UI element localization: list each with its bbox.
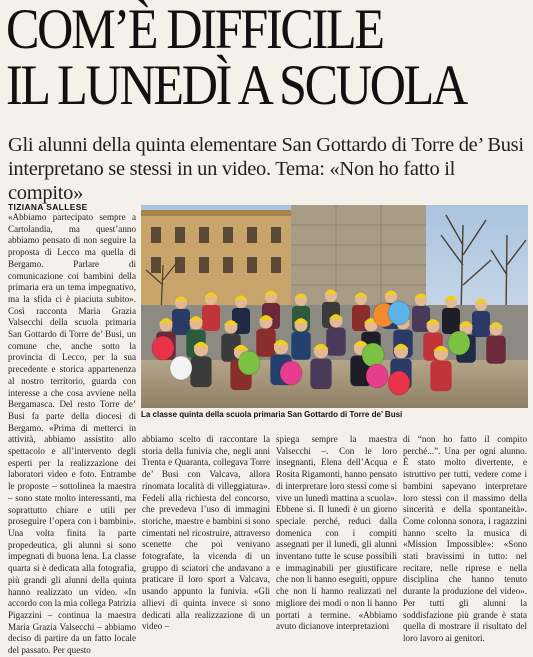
balloon	[238, 351, 260, 375]
body-column-2	[142, 434, 270, 632]
byline: TIZIANA SALLESE	[8, 202, 88, 212]
body-column-4	[403, 434, 527, 643]
body-text: «Abbiamo partecipato sempre a Cartolandia, ma quest’anno abbiamo pensato di non seguire la proposta di Lecco ma quella di Bergamo. Parlare di comunicazione coi bambini della primaria era un tema impegnativo, ma la sfida ci è piaciuta subito». Così racconta Maria Grazia Valsecchi della scuola primaria San Gottardo di Torre de’ Busi, un comune che, anche sotto la provincia di Lecco, per la sua precedente e storica appartenenza al nostro territorio, guarda con interesse a che cosa avviene nella Bergamasca. Del resto Torre de’ Busi fa parte della diocesi di Bergamo. «Prima di metterci in attività, abbiamo assistito allo spettacolo e all’intervento degli esperti per la realizzazione dei laboratori video e foto. Entrambe le proposte – sottolinea la maestra – sono state molto interessanti, ma soprattutto chiare e utili per proseguire l’opera con i bambini». Una volta finita la parte propedeutica, gli alunni si sono impegnati di buona lena. La classe quarta si è dedicata alla fotografia, più grandi gli alunni della quinta hanno realizzato un video. «In accordo con la mia collega Patrizia Pigazzini – continua la maestra Maria Grazia Valsecchi – abbiamo deciso di partire da un fatto locale del passato. Per questo	[8, 212, 136, 656]
balloon	[280, 361, 302, 385]
balloon	[362, 343, 384, 367]
balloon	[152, 336, 174, 360]
class-photo	[141, 205, 528, 408]
standfirst: Gli alunni della quinta elementare San Gottardo di Torre de’ Busi interpretano se stessi in un video. Tema: «Non ho fatto il compito»	[8, 134, 524, 204]
body-column-3	[276, 434, 397, 632]
photo-caption: La classe quinta della scuola primaria San Gottardo di Torre de’ Busi	[141, 410, 403, 419]
headline-line-1: COM’È DIFFICILE	[6, 0, 383, 61]
body-text: abbiamo scelto di raccontare la storia della funivia che, negli anni Trenta e Quaranta, collegava Torre de’ Busi con Valcava, allora rinomata località di villeggiatura». Fedeli alla richiesta del concorso, che prevedeva l’uso di immagini storiche, maestre e bambini si sono cimentati nel ricostruire, attraverso scenette che poi venivano fotografate, la vicenda di un gruppo di sciatori che andavano a praticare il loro sport a Valcava, usando appunto la funivia. «Gli allievi di quinta invece si sono dedicati alla realizzazione di un video –	[142, 434, 270, 632]
balloon	[170, 356, 192, 380]
body-text: spiega sempre la maestra Valsecchi –. Con le loro insegnanti, Elena dell’Acqua e Rosita Rigamonti, hanno pensato di interpretare loro stessi come si vive un lunedì mattina a scuola». Ebbene sì. Il lunedì è un giorno speciale perché, reduci dalla domenica con i compiti assegnati per il lunedì, gli alunni inventano tutte le scuse possibili e immaginabili per giustificare che non li hanno eseguiti, oppure che non li hanno realizzati nel migliore dei modi o non li hanno portati a termine. «Abbiamo avuto dicianove interpretazioni	[276, 434, 397, 632]
headline-line-2: IL LUNEDÌ A SCUOLA	[6, 54, 466, 117]
body-column-1	[8, 212, 136, 656]
class-photo-illustration	[141, 205, 528, 408]
headline	[6, 0, 466, 117]
balloon	[366, 364, 388, 388]
balloon	[388, 301, 410, 325]
balloon	[388, 371, 410, 395]
balloon	[448, 331, 470, 355]
body-text: di “non ho fatto il compito perché...”. Una per ogni alunno. È stato molto divertente, e istruttivo per tutti, vedere come i bambini sapevano interpretare loro stessi con il massimo della sincerità e della spontaneità». Come colonna sonora, i ragazzini hanno scelto la musica di «Mission Impossible»: «Sono stati bravissimi in tutto: nel recitare, nelle riprese e nella disciplina che hanno tenuto durante la produzione del video». Per tutti gli alunni la soddisfazione più grande è stata quella di mostrare il risultato del loro lavoro ai genitori.	[403, 434, 527, 643]
